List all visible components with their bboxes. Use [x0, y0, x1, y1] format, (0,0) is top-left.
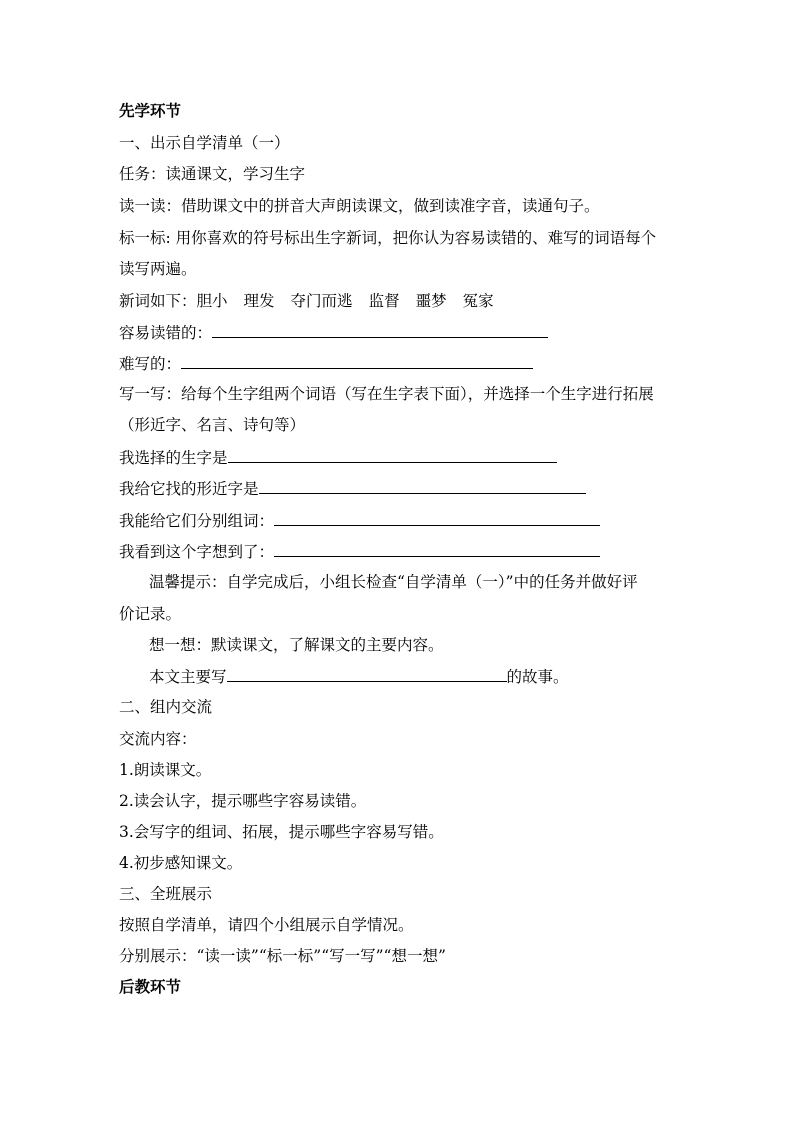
- list-item: 1.朗读课文。: [119, 761, 212, 779]
- chosen-char-blank[interactable]: [228, 445, 557, 463]
- easy-wrong-label: 容易读错的：: [119, 324, 213, 342]
- new-word: 噩梦: [415, 292, 447, 310]
- part3-line1: 按照自学清单，请四个小组展示自学情况。: [119, 916, 414, 934]
- similar-char-blank[interactable]: [259, 476, 586, 494]
- hard-write-label: 难写的：: [119, 355, 182, 373]
- mark-instruction-line1: 标一标: 用你喜欢的符号标出生字新词，把你认为容易读错的、难写的词语每个: [119, 229, 657, 247]
- main-content-suffix: 的故事。: [506, 668, 569, 686]
- write-instruction-line2: （形近字、名言、诗句等）: [119, 416, 306, 434]
- easy-wrong-line: [119, 320, 548, 344]
- tip-line2: 价记录。: [119, 605, 182, 623]
- read-instruction: 读一读：借助课文中的拼音大声朗读课文，做到读准字音，读通句子。: [119, 197, 600, 215]
- main-content-line: [149, 664, 569, 688]
- section-title-pre: 先学环节: [119, 101, 182, 120]
- chosen-char-line: [119, 445, 557, 469]
- new-word: 冤家: [462, 292, 494, 310]
- list-item: 3.会写字的组词、拓展，提示哪些字容易写错。: [119, 823, 444, 841]
- main-content-prefix: 本文主要写: [149, 668, 227, 686]
- main-content-blank[interactable]: [227, 664, 507, 682]
- write-instruction-line1: 写一写：给每个生字组两个词语（写在生字表下面），并选择一个生字进行拓展: [119, 385, 654, 403]
- group-words-blank[interactable]: [274, 508, 600, 526]
- part3-heading: 三、全班展示: [119, 885, 213, 903]
- tip-line1: 温馨提示：自学完成后，小组长检查“自学清单（一）”中的任务并做好评: [149, 573, 638, 591]
- easy-wrong-blank[interactable]: [212, 320, 548, 338]
- hard-write-blank[interactable]: [181, 351, 533, 369]
- new-words-label: 新词如下：: [119, 292, 197, 310]
- hard-write-line: [119, 351, 533, 375]
- new-word: 夺门而逃: [290, 292, 353, 310]
- similar-char-line: [119, 476, 586, 500]
- task-line: 任务：读通课文，学习生字: [119, 165, 306, 183]
- think-of-label: 我看到这个字想到了：: [119, 543, 275, 561]
- part2-heading: 二、组内交流: [119, 698, 213, 716]
- new-words-line: [119, 289, 494, 313]
- think-of-line: [119, 539, 600, 563]
- new-word: 监督: [368, 292, 400, 310]
- exchange-content-label: 交流内容：: [119, 730, 197, 748]
- think-of-blank[interactable]: [274, 539, 600, 557]
- think-instruction: 想一想：默读课文，了解课文的主要内容。: [149, 636, 444, 654]
- section-title-post: 后教环节: [119, 977, 182, 996]
- similar-char-label: 我给它找的形近字是: [119, 480, 259, 498]
- group-words-label: 我能给它们分别组词：: [119, 512, 275, 530]
- group-words-line: [119, 508, 600, 532]
- chosen-char-label: 我选择的生字是: [119, 449, 228, 467]
- new-word: 胆小: [196, 292, 228, 310]
- part3-line2: 分别展示：“读一读”“标一标”“写一写”“想一想”: [119, 947, 446, 965]
- mark-instruction-line2: 读写两遍。: [119, 260, 197, 278]
- new-word: 理发: [243, 292, 275, 310]
- list-item: 2.读会认字，提示哪些字容易读错。: [119, 792, 367, 810]
- list-item: 4.初步感知课文。: [119, 854, 243, 872]
- part1-heading: 一、出示自学清单（一）: [119, 134, 290, 152]
